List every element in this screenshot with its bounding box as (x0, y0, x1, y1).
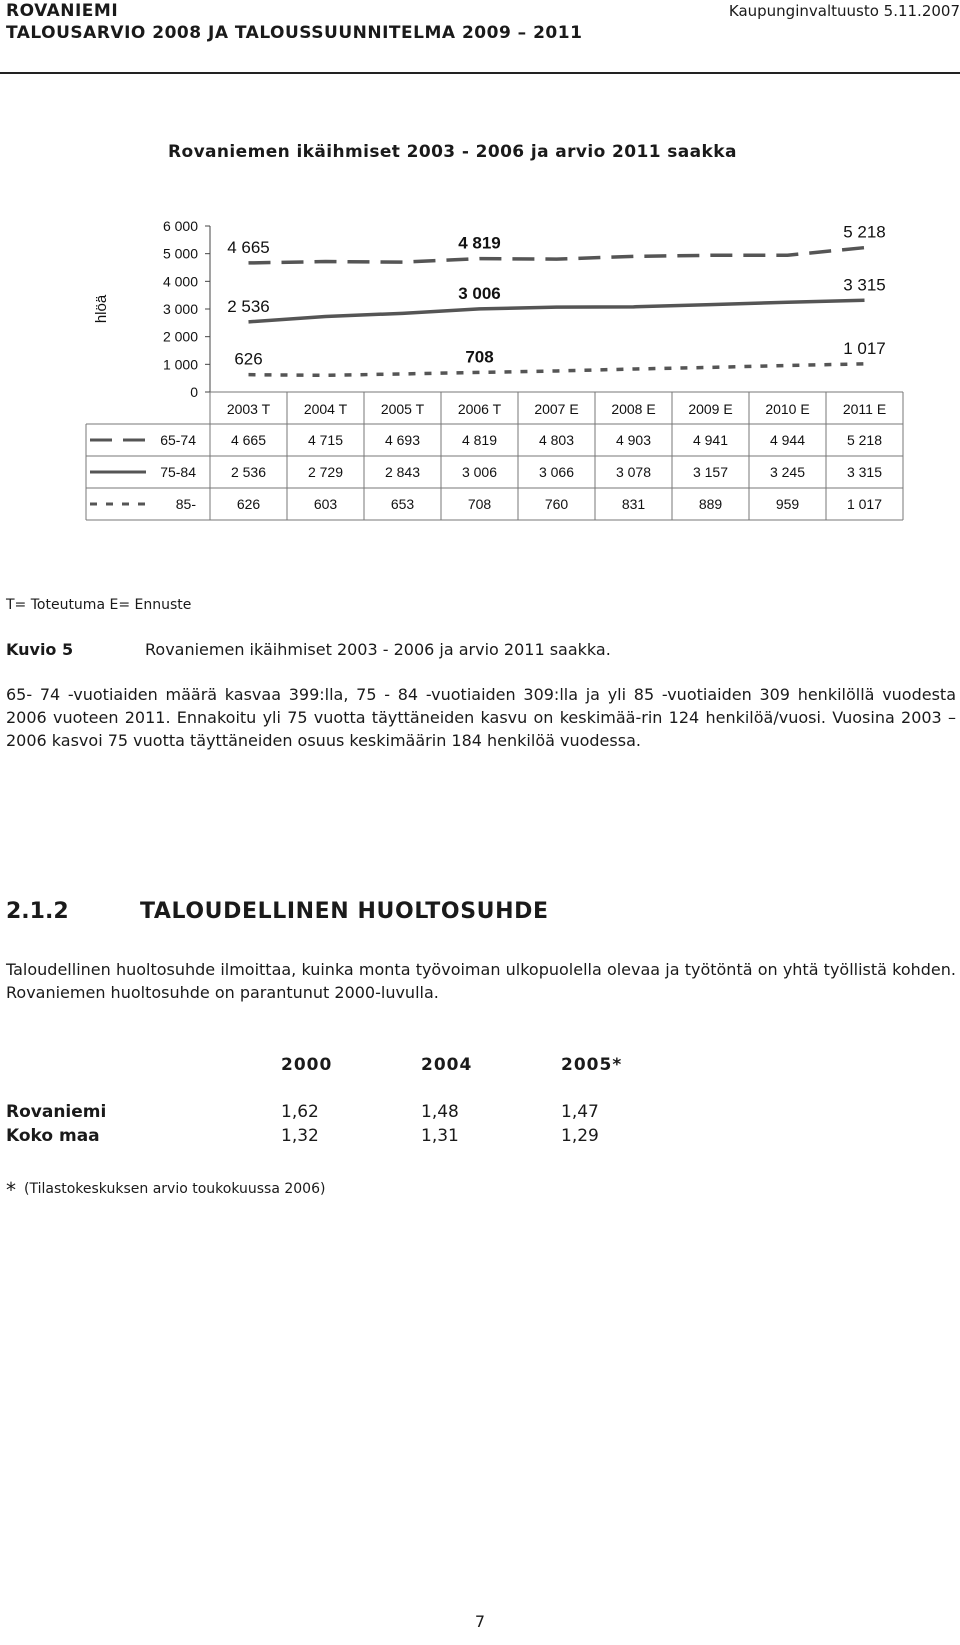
page-number: 7 (474, 1612, 486, 1631)
table-value: 2 729 (307, 464, 344, 480)
x-tick-label: 2005 T (380, 401, 425, 417)
table-value: 4 944 (769, 432, 806, 448)
figure-label: Kuvio 5 (6, 640, 74, 659)
data-label: 5 218 (843, 222, 886, 242)
x-tick-label: 2010 E (765, 401, 810, 417)
footnote (6, 1178, 325, 1202)
table-header-cell: 2004 (421, 1055, 473, 1075)
header-meeting: Kaupunginvaltuusto 5.11.2007 (728, 2, 960, 20)
table-cell: 1,32 (281, 1126, 319, 1146)
series-line (249, 248, 865, 263)
table-value: 2 843 (384, 464, 421, 480)
y-tick-label: 3 000 (162, 301, 198, 317)
x-tick-label: 2006 T (457, 401, 502, 417)
y-tick-label: 5 000 (162, 245, 198, 262)
table-value: 889 (698, 496, 723, 512)
data-label: 626 (234, 349, 263, 369)
table-value: 3 006 (461, 464, 498, 480)
legend-note: T= Toteutuma E= Ennuste (6, 597, 192, 613)
footnote-text: (Tilastokeskuksen arvio toukokuussa 2006) (24, 1181, 326, 1197)
section-number: 2.1.2 (6, 899, 69, 924)
data-label: 4 665 (227, 237, 270, 257)
header-doc-title: TALOUSARVIO 2008 JA TALOUSSUUNNITELMA 2009 – 2011 (6, 23, 583, 43)
data-label: 4 819 (458, 233, 501, 253)
table-value: 3 315 (846, 464, 883, 480)
table-value: 3 157 (692, 464, 729, 480)
y-tick-label: 1 000 (162, 356, 198, 373)
x-tick-label: 2009 E (688, 401, 733, 417)
table-value: 4 803 (538, 432, 575, 448)
data-label: 1 017 (843, 338, 886, 358)
data-label: 3 315 (843, 275, 886, 295)
age-group-chart (0, 210, 960, 540)
table-value: 5 218 (846, 432, 883, 448)
x-tick-label: 2008 E (611, 401, 656, 417)
table-value: 626 (236, 496, 261, 512)
table-value: 603 (313, 496, 338, 512)
table-cell: 1,62 (281, 1102, 319, 1122)
chart-title: Rovaniemen ikäihmiset 2003 - 2006 ja arvio 2011 saakka (168, 142, 737, 162)
table-cell: 1,47 (561, 1102, 599, 1122)
table-header-cell: 2000 (281, 1055, 333, 1075)
table-value: 760 (544, 496, 569, 512)
legend-label: 75-84 (160, 464, 196, 480)
table-value: 3 066 (538, 464, 575, 480)
x-tick-label: 2004 T (303, 401, 348, 417)
table-value: 3 245 (769, 464, 806, 480)
data-label: 708 (465, 347, 494, 367)
figure-caption: Rovaniemen ikäihmiset 2003 - 2006 ja arvio 2011 saakka. (145, 640, 611, 659)
table-header-cell: 2005* (561, 1055, 623, 1075)
table-value: 4 693 (384, 432, 421, 448)
y-tick-label: 4 000 (162, 273, 198, 290)
legend-label: 65-74 (160, 432, 196, 448)
table-cell: 1,48 (421, 1102, 459, 1122)
series-line (249, 364, 865, 375)
footnote-mark: * (6, 1178, 16, 1202)
table-value: 2 536 (230, 464, 267, 480)
table-row-label: Rovaniemi (6, 1102, 107, 1122)
table-value: 4 715 (307, 432, 344, 448)
x-tick-label: 2003 T (226, 401, 271, 417)
data-label: 3 006 (458, 283, 501, 303)
y-tick-label: 2 000 (162, 328, 198, 345)
paragraph-age-growth: 65- 74 -vuotiaiden määrä kasvaa 399:lla, 75 - 84 -vuotiaiden 309:lla ja yli 85 -vuotiaiden 309 henkilöllä vuodesta 2006 vuoteen 2011. Ennakoitu yli 75 vuotta täyttäneiden kasvu on keskimää-rin 124 henkilöä/vuosi. Vuosina 2003 – 2006 kasvoi 75 vuotta täyttäneiden osuus keskimäärin 184 henkilöä vuodessa. (6, 685, 956, 750)
table-cell: 1,31 (421, 1126, 459, 1146)
table-value: 3 078 (615, 464, 652, 480)
table-value: 4 819 (461, 432, 498, 448)
header-org: ROVANIEMI (6, 1, 119, 21)
table-value: 959 (775, 496, 800, 512)
header-left (6, 0, 582, 44)
table-cell: 1,29 (561, 1126, 599, 1146)
x-tick-label: 2011 E (842, 401, 887, 417)
table-row-label: Koko maa (6, 1126, 100, 1146)
table-value: 831 (621, 496, 646, 512)
table-value: 1 017 (846, 496, 883, 512)
x-tick-label: 2007 E (534, 401, 579, 417)
y-axis-label: hlöä (93, 294, 110, 324)
header-divider (0, 72, 960, 74)
y-tick-label: 6 000 (162, 218, 198, 234)
table-value: 653 (390, 496, 415, 512)
table-value: 4 665 (230, 432, 267, 448)
table-value: 708 (467, 496, 492, 512)
y-tick-label: 0 (190, 384, 198, 400)
table-value: 4 941 (692, 432, 729, 448)
section-title: TALOUDELLINEN HUOLTOSUHDE (140, 899, 549, 924)
data-label: 2 536 (227, 296, 270, 316)
paragraph-dependency-ratio: Taloudellinen huoltosuhde ilmoittaa, kuinka monta työvoiman ulkopuolella olevaa ja työtöntä on yhtä työllistä kohden. Rovaniemen huoltosuhde on parantunut 2000-luvulla. (6, 960, 956, 1002)
series-line (249, 300, 865, 322)
table-value: 4 903 (615, 432, 652, 448)
legend-label: 85- (175, 496, 196, 512)
